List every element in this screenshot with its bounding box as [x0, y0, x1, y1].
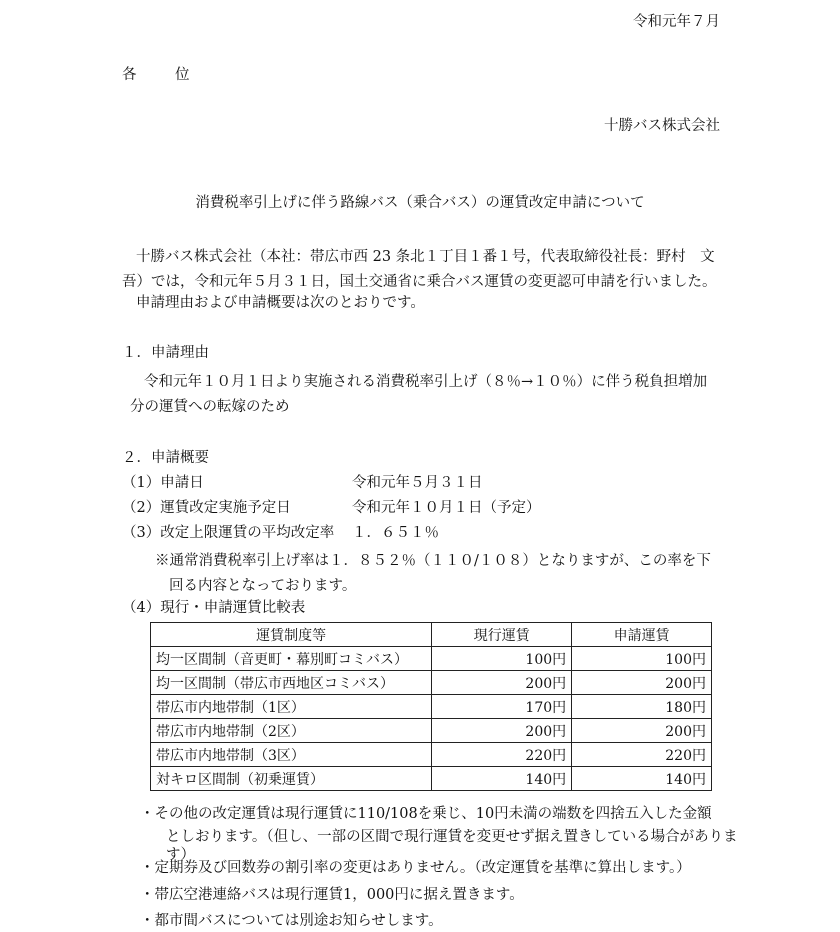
fare-system-cell: 均一区間制（帯広市西地区コミバス） [151, 671, 432, 695]
requested-fare-cell: 220円 [572, 743, 712, 767]
bullet-other-fares [140, 806, 740, 864]
overview-label: （1）申請日 [122, 475, 204, 491]
fare-system-cell: 帯広市内地帯制（2区） [151, 719, 432, 743]
document-date: 令和元年７月 [633, 14, 720, 30]
table-row [151, 767, 712, 791]
header-fare-system: 運賃制度等 [151, 623, 432, 647]
current-fare-cell: 140円 [432, 767, 572, 791]
fare-system-cell: 帯広市内地帯制（1区） [151, 695, 432, 719]
current-fare-cell: 100円 [432, 647, 572, 671]
fare-table-heading: （4）現行・申請運賃比較表 [122, 600, 306, 616]
current-fare-cell: 200円 [432, 671, 572, 695]
current-fare-cell: 220円 [432, 743, 572, 767]
fare-system-cell: 均一区間制（音更町・幕別町コミバス） [151, 647, 432, 671]
bullet-airport-bus: ・帯広空港連絡バスは現行運賃1，000円に据え置きます。 [140, 887, 524, 903]
bullet-other-fares-line2: としおります。（但し、一部の区間で現行運賃を変更せず据え置きしている場合があります） [166, 829, 738, 863]
bullet-passes: ・定期券及び回数券の割引率の変更はありません。（改定運賃を基準に算出します。） [140, 860, 691, 876]
overview-label: （3）改定上限運賃の平均改定率 [122, 525, 335, 541]
fare-comparison-table [150, 622, 712, 791]
table-row [151, 647, 712, 671]
table-row [151, 671, 712, 695]
reason-line2: 分の運賃への転嫁のため [130, 399, 290, 415]
header-requested-fare: 申請運賃 [572, 623, 712, 647]
requested-fare-cell: 200円 [572, 719, 712, 743]
section1-heading: １．申請理由 [122, 345, 209, 361]
overview-label: （2）運賃改定実施予定日 [122, 500, 291, 516]
requested-fare-cell: 140円 [572, 767, 712, 791]
rate-note-line1: ※通常消費税率引上げ率は１．８５２％（１１０/１０８）となりますが、この率を下 [155, 553, 711, 569]
reason-line1: 令和元年１０月１日より実施される消費税率引上げ（８％→１０％）に伴う税負担増加 [144, 374, 708, 390]
intro-line2: 申請理由および申請概要は次のとおりです。 [136, 295, 425, 311]
fare-system-cell: 帯広市内地帯制（3区） [151, 743, 432, 767]
overview-value: １．６５１％ [352, 525, 439, 541]
rate-note [155, 549, 725, 599]
bullet-other-fares-line1: ・その他の改定運賃は現行運賃に110/108を乗じ、10円未満の端数を四捨五入した金額 [140, 806, 712, 822]
table-row [151, 743, 712, 767]
rate-note-line2: 回る内容となっております。 [169, 578, 357, 594]
intro-paragraph: 十勝バス株式会社（本社：帯広市西 23 条北１丁目１番１号，代表取締役社長：野村 文吾）では，令和元年５月３１日，国土交通省に乗合バス運賃の変更認可申請を行いました。 [122, 249, 717, 290]
addressee: 各 位 [122, 67, 202, 83]
table-row [151, 695, 712, 719]
section1-reason [122, 370, 722, 420]
requested-fare-cell: 200円 [572, 671, 712, 695]
issuer-company: 十勝バス株式会社 [604, 118, 720, 134]
overview-value: 令和元年１０月１日（予定） [352, 500, 541, 516]
current-fare-cell: 170円 [432, 695, 572, 719]
header-current-fare: 現行運賃 [432, 623, 572, 647]
fare-system-cell: 対キロ区間制（初乗運賃） [151, 767, 432, 791]
requested-fare-cell: 100円 [572, 647, 712, 671]
requested-fare-cell: 180円 [572, 695, 712, 719]
bullet-intercity-bus: ・都市間バスについては別途お知らせします。 [140, 913, 443, 929]
table-row [151, 719, 712, 743]
current-fare-cell: 200円 [432, 719, 572, 743]
overview-value: 令和元年５月３１日 [352, 475, 483, 491]
section2-heading: ２．申請概要 [122, 450, 209, 466]
table-header-row [151, 623, 712, 647]
document-title: 消費税率引上げに伴う路線バス（乗合バス）の運賃改定申請について [195, 195, 645, 211]
